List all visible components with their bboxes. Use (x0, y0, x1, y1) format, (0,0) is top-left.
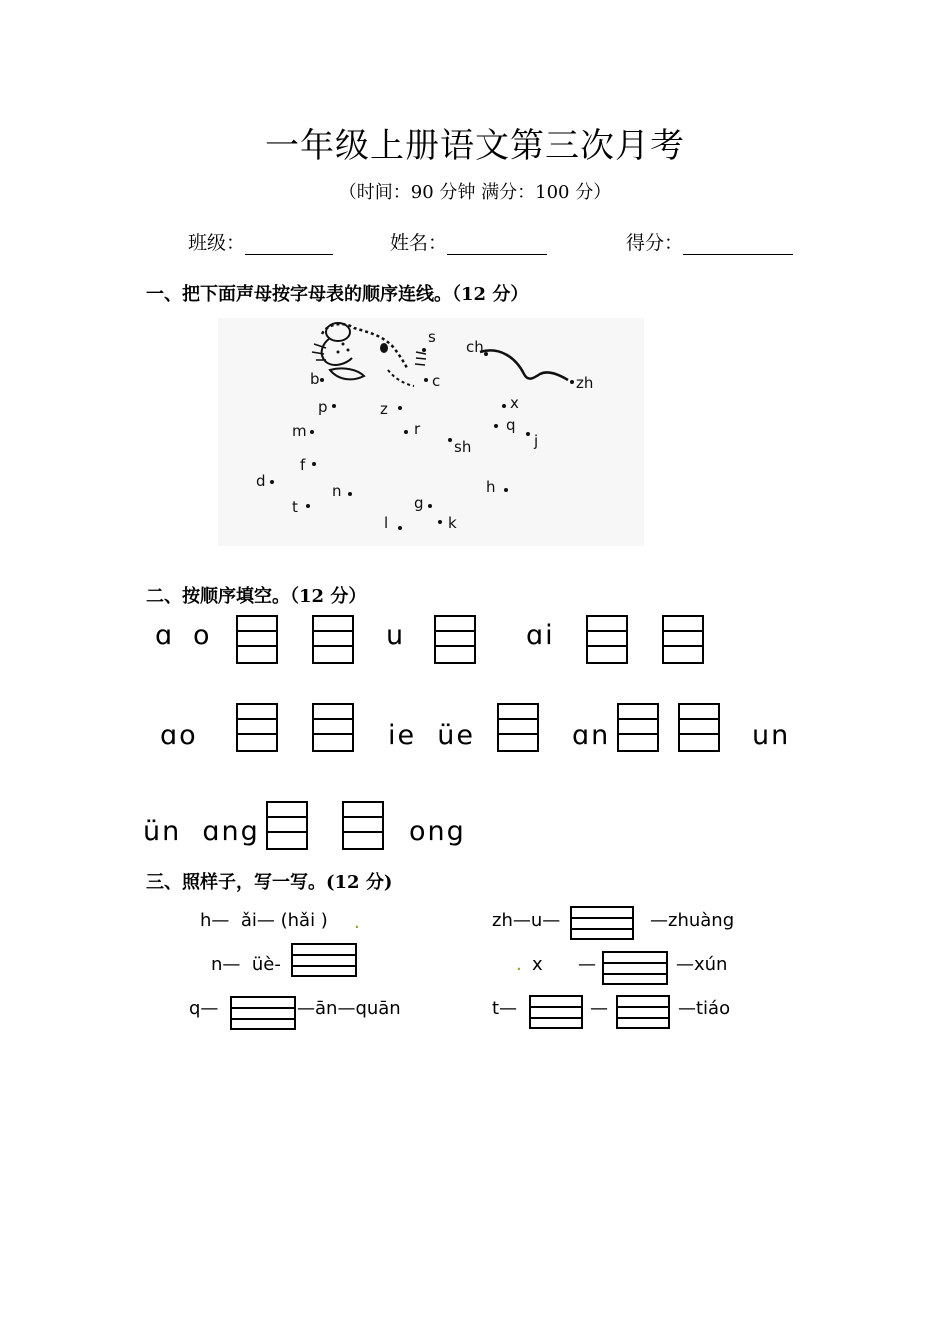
class-label: 班级： (188, 232, 246, 254)
green-dot-mark: . (516, 954, 522, 975)
example-spelling: h— ǎi— (hǎi ) (200, 910, 328, 931)
q3-item-q-prefix: q— (189, 998, 219, 1019)
section2-heading: 二、按顺序填空。（12 分） (146, 586, 367, 607)
fill-box[interactable] (617, 703, 659, 752)
fill-box[interactable] (236, 703, 278, 752)
dot-label-j: j (534, 432, 539, 450)
dot-label-m: m (292, 422, 307, 440)
q3-item-zh-suffix: —zhuàng (650, 910, 735, 931)
answer-box[interactable] (291, 943, 357, 977)
pinyin-un: un (752, 720, 791, 751)
dot-label-r: r (414, 420, 421, 438)
connect-dots-picture[interactable] (218, 318, 644, 546)
pinyin-u: u (386, 620, 406, 651)
section3-heading: 三、照样子，写一写。(12 分) (146, 872, 393, 893)
mouse-dot-drawing (218, 318, 644, 546)
dot-label-c: c (432, 372, 441, 390)
fill-box[interactable] (678, 703, 720, 752)
dot-label-x: x (510, 394, 519, 412)
fill-box[interactable] (266, 801, 308, 850)
pinyin-ong: ong (409, 816, 466, 847)
dot-label-f: f (300, 456, 306, 474)
dot-label-h: h (486, 478, 496, 496)
fill-box[interactable] (434, 615, 476, 664)
dot-label-zh: zh (576, 374, 594, 392)
dot-label-z: z (380, 400, 388, 418)
pinyin-ie-ue: ie üe (388, 720, 476, 751)
answer-box[interactable] (570, 906, 634, 940)
fill-box[interactable] (312, 703, 354, 752)
section1-heading: 一、把下面声母按字母表的顺序连线。（12 分） (146, 284, 529, 305)
fill-box[interactable] (312, 615, 354, 664)
class-blank[interactable] (245, 234, 333, 255)
fill-box[interactable] (497, 703, 539, 752)
fill-box[interactable] (342, 801, 384, 850)
name-label: 姓名： (390, 232, 448, 254)
fill-box[interactable] (236, 615, 278, 664)
name-field (390, 228, 547, 255)
answer-box[interactable] (529, 995, 583, 1029)
answer-box[interactable] (616, 995, 670, 1029)
q3-item-n-ue: n— üè- (211, 954, 281, 975)
q3-item-t-prefix: t— (492, 998, 518, 1019)
dot-label-t: t (292, 498, 298, 516)
score-blank[interactable] (683, 234, 793, 255)
pinyin-ai: ɑi (526, 620, 555, 651)
exam-meta: （时间：90 分钟 满分：100 分） (338, 182, 612, 203)
dot-label-k: k (448, 514, 457, 532)
green-dot-mark: . (354, 912, 360, 933)
dot-label-q: q (506, 416, 516, 434)
score-label: 得分： (626, 232, 684, 254)
dot-label-s: s (428, 328, 436, 346)
dot-label-l: l (384, 514, 389, 532)
q3-item-t-mid: — (590, 998, 608, 1019)
dot-label-p: p (318, 398, 328, 416)
q3-item-x-dash: — (578, 954, 596, 975)
q3-item-x: x (532, 954, 543, 975)
q3-item-zh-prefix: zh—u— (492, 910, 561, 931)
q3-item-q-suffix: —ān—quān (297, 998, 401, 1019)
pinyin-a: ɑ (155, 620, 175, 651)
pinyin-un-ang: ün ɑng (143, 816, 260, 847)
q3-item-x-suffix: —xún (676, 954, 728, 975)
fill-box[interactable] (662, 615, 704, 664)
q3-item-t-suffix: —tiáo (678, 998, 731, 1019)
dot-label-n: n (332, 482, 342, 500)
dot-label-g: g (414, 494, 424, 512)
dot-label-sh: sh (454, 438, 472, 456)
answer-box[interactable] (602, 951, 668, 985)
pinyin-an: ɑn (572, 720, 611, 751)
score-field (626, 228, 793, 255)
dot-label-b: b (310, 370, 320, 388)
class-field (188, 228, 333, 255)
page-title: 一年级上册语文第三次月考 (265, 126, 685, 166)
pinyin-o: o (193, 620, 212, 651)
dot-label-d: d (256, 472, 266, 490)
pinyin-ao: ɑo (160, 720, 198, 751)
fill-box[interactable] (586, 615, 628, 664)
answer-box[interactable] (230, 996, 296, 1030)
dot-label-ch: ch (466, 338, 484, 356)
name-blank[interactable] (447, 234, 547, 255)
